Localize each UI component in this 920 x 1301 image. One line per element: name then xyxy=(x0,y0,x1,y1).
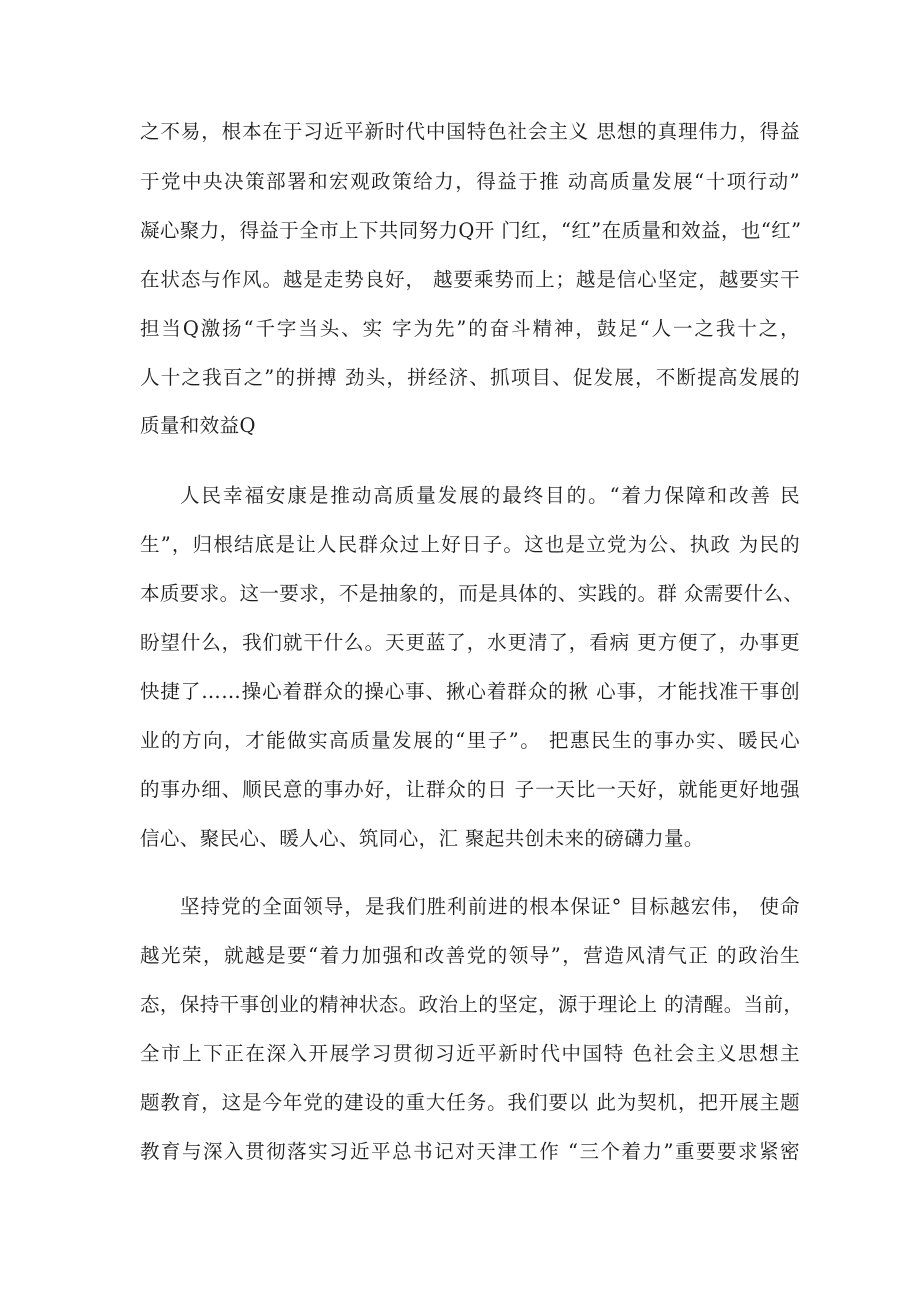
paragraph-3-line-3: 态，保持干事创业的精神状态。政治上的坚定，源于理论上 的清醒。当前， xyxy=(140,993,804,1016)
paragraph-3-line-4: 全市上下正在深入开展学习贯彻习近平新时代中国特 色社会主义思想主 xyxy=(140,1042,800,1065)
paragraph-1-line-4: 在状态与作风。越是走势良好， 越要乘势而上；越是信心坚定，越要实干 xyxy=(140,268,800,291)
paragraph-2-line-4: 盼望什么，我们就干什么。天更蓝了，水更清了，看病 更方便了，办事更 xyxy=(140,631,800,654)
paragraph-3-line-1: 坚持党的全面领导，是我们胜利前进的根本保证° 目标越宏伟， 使命 xyxy=(180,895,800,918)
paragraph-2-line-8: 信心、聚民心、暖人心、筑同心，汇 聚起共创未来的磅礴力量。 xyxy=(140,827,704,850)
paragraph-1-line-1: 之不易，根本在于习近平新时代中国特色社会主义 思想的真理伟力，得益 xyxy=(140,120,800,143)
paragraph-2-line-1: 人民幸福安康是推动高质量发展的最终目的。“着力保障和改善 民 xyxy=(180,484,800,507)
paragraph-2-line-6: 业的方向，才能做实高质量发展的“里子”。 把惠民生的事办实、暖民心 xyxy=(140,729,800,752)
paragraph-3-line-6: 教育与深入贯彻落实习近平总书记对天津工作 “三个着力”重要要求紧密 xyxy=(140,1140,800,1163)
paragraph-1-line-6: 人十之我百之”的拼搏 劲头，拼经济、抓项目、促发展，不断提高发展的 xyxy=(140,366,800,389)
paragraph-2-line-5: 快捷了……操心着群众的操心事、揪心着群众的揪 心事，才能找准干事创 xyxy=(140,680,800,703)
paragraph-3-line-2: 越光荣，就越是要“着力加强和改善党的领导”，营造风清气正 的政治生 xyxy=(140,944,800,967)
paragraph-3-line-5: 题教育，这是今年党的建设的重大任务。我们要以 此为契机，把开展主题 xyxy=(140,1091,800,1114)
paragraph-2-line-2: 生”，归根结底是让人民群众过上好日子。这也是立党为公、执政 为民的 xyxy=(140,533,800,556)
paragraph-1-line-2: 于党中央决策部署和宏观政策给力，得益于推 动高质量发展“十项行动” xyxy=(140,170,800,193)
paragraph-1-line-5: 担当Q激扬“千字当头、实 字为先”的奋斗精神，鼓足“人一之我十之， xyxy=(140,317,800,340)
paragraph-1-line-7: 质量和效益Q xyxy=(140,414,256,437)
paragraph-2-line-3: 本质要求。这一要求，不是抽象的，而是具体的、实践的。群 众需要什么、 xyxy=(140,582,804,605)
paragraph-1-line-3: 凝心聚力，得益于全市上下共同努力Q开 门红，“红”在质量和效益，也“红” xyxy=(140,219,802,242)
paragraph-2-line-7: 的事办细、顺民意的事办好，让群众的日 子一天比一天好，就能更好地强 xyxy=(140,778,800,801)
